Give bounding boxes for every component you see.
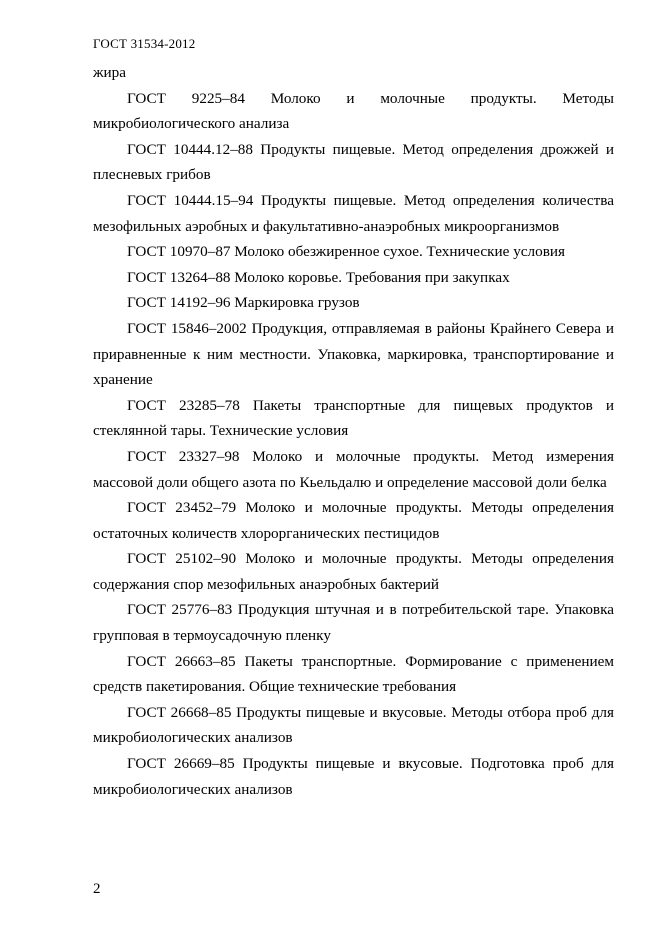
reference-item: ГОСТ 13264–88 Молоко коровье. Требования при закупках [127,268,510,286]
continuation-text: жира [93,64,126,81]
reference-item: ГОСТ 23327–98 Молоко и молочные продукты. Метод измерения массовой доли общего азота по Кьельдалю и определение массовой доли белка [93,447,614,491]
reference-item: ГОСТ 26663–85 Пакеты транспортные. Формирование с применением средств пакетирования. Общие технические требования [93,652,614,696]
page-number: 2 [93,881,101,897]
reference-item: ГОСТ 10444.15–94 Продукты пищевые. Метод определения количества мезофильных аэробных и факультативно-анаэробных микроорганизмов [93,191,614,235]
reference-item: ГОСТ 25102–90 Молоко и молочные продукты. Методы определения содержания спор мезофильных анаэробных бактерий [93,550,614,593]
reference-item: ГОСТ 10970–87 Молоко обезжиренное сухое. Технические условия [127,243,565,261]
reference-item: ГОСТ 23452–79 Молоко и молочные продукты. Методы определения остаточных количеств хлорорганических пестицидов [93,499,614,542]
reference-item: ГОСТ 9225–84 Молоко и молочные продукты. Методы микробиологического анализа [93,89,614,133]
reference-item: ГОСТ 14192–96 Маркировка грузов [127,294,360,312]
reference-item: ГОСТ 26668–85 Продукты пищевые и вкусовые. Методы отбора проб для микробиологических анализов [93,703,614,747]
document-header: ГОСТ 31534-2012 [93,36,196,51]
reference-item: ГОСТ 26669–85 Продукты пищевые и вкусовые. Подготовка проб для микробиологических анализов [93,755,614,798]
reference-item: ГОСТ 15846–2002 Продукция, отправляемая в районы Крайнего Севера и приравненные к ним местности. Упаковка, маркировка, транспортирование и хранение [93,319,614,389]
reference-item: ГОСТ 10444.12–88 Продукты пищевые. Метод определения дрожжей и плесневых грибов [93,140,614,184]
reference-item: ГОСТ 23285–78 Пакеты транспортные для пищевых продуктов и стеклянной тары. Технические условия [93,396,614,440]
reference-list [93,60,614,802]
reference-item: ГОСТ 25776–83 Продукция штучная и в потребительской таре. Упаковка групповая в термоусадочную пленку [93,601,614,645]
